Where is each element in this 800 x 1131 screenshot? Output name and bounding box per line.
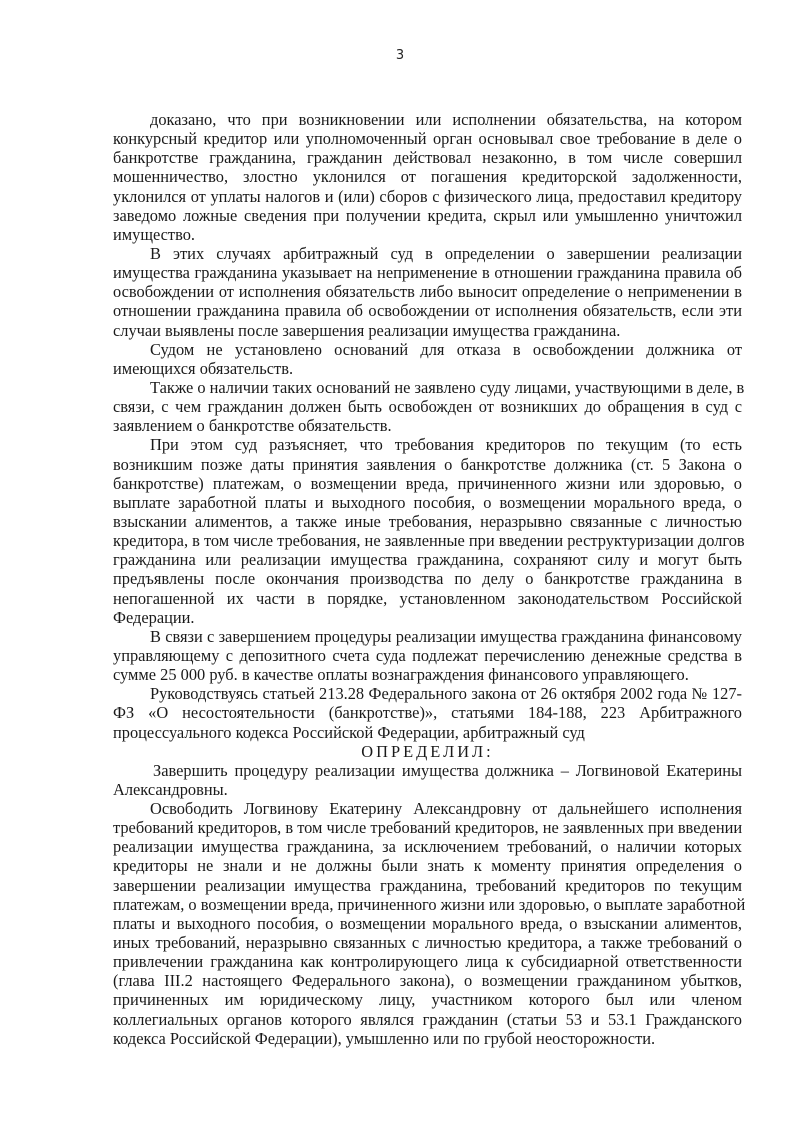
text-line: освобождении от исполнения обязательств либо выносит определение о неприменении в	[113, 282, 742, 302]
text-line: привлечении гражданина как контролирующего лица к субсидиарной ответственности	[113, 952, 742, 972]
text-line: сумме 25 000 руб. в качестве оплаты вознаграждения финансового управляющего.	[113, 665, 689, 685]
page-number: 3	[395, 48, 405, 63]
text-line: взыскании алиментов, а также иные требования, неразрывно связанные с личностью	[113, 511, 742, 531]
text-line: имеющихся обязательств.	[113, 358, 294, 378]
text-line: мошенничество, злостно уклонился от погашения кредиторской задолженности,	[113, 167, 742, 187]
text-line: завершении реализации имущества гражданина, требований кредиторов по текущим	[113, 875, 742, 895]
text-line: Судом не установлено оснований для отказа в освобождении должника от	[150, 339, 742, 359]
text-line: платежам, о возмещении вреда, причиненного жизни или здоровью, о выплате заработной	[113, 894, 746, 914]
text-line: иных требований, неразрывно связанных с личностью кредитора, а также требований о	[113, 933, 742, 953]
text-line: банкротстве гражданина, гражданин действовал незаконно, в том числе совершил	[113, 148, 742, 168]
text-line: связи, с чем гражданин должен быть освобожден от возникших до обращения в суд с	[113, 397, 742, 417]
text-line: (глава III.2 настоящего Федерального закона), о возмещении гражданином убытков,	[113, 971, 742, 991]
text-line: заведомо ложные сведения при получении кредита, скрыл или умышленно уничтожил	[113, 205, 742, 225]
text-line: процессуального кодекса Российской Федерации, арбитражный суд	[113, 722, 585, 742]
paragraph	[113, 110, 742, 244]
text-line: Также о наличии таких оснований не заявлено суду лицами, участвующими в деле, в	[150, 377, 745, 397]
text-line: коллегиальных органов которого являлся гражданин (статьи 53 и 53.1 Гражданского	[113, 1009, 742, 1029]
text-line: кодекса Российской Федерации), умышленно или по грубой неосторожности.	[113, 1028, 656, 1048]
text-line: отношении гражданина правила об освобождении от исполнения обязательств, если эти	[113, 301, 742, 321]
text-line: доказано, что при возникновении или исполнении обязательства, на котором	[150, 110, 742, 129]
text-line: кредиторы не знали и не должны были знать к моменту принятия определения о	[113, 856, 742, 876]
text-line: имущества гражданина указывает на неприменение в отношении гражданина правила об	[113, 263, 742, 283]
paragraph	[113, 627, 742, 684]
text-line: Александровны.	[113, 779, 228, 799]
text-line: ФЗ «О несостоятельности (банкротстве)», статьями 184-188, 223 Арбитражного	[113, 703, 742, 723]
paragraph	[113, 761, 742, 799]
document-body	[113, 110, 746, 1048]
text-line: требований кредиторов, в том числе требований кредиторов, не заявленных при введении	[113, 818, 743, 838]
paragraph	[113, 684, 742, 741]
paragraph	[113, 799, 746, 1048]
text-line: банкротстве) платежам, о возмещении вреда, причиненного жизни или здоровью, о	[113, 473, 742, 493]
text-line: случаи выявлены после завершения реализации имущества гражданина.	[113, 320, 621, 340]
paragraph	[113, 377, 745, 436]
text-line: конкурсный кредитор или уполномоченный орган основывал свое требование в деле о	[113, 129, 742, 149]
resolution-heading: ОПРЕДЕЛИЛ:	[361, 741, 494, 761]
text-line: возникшим позже даты принятия заявления о банкротстве должника (ст. 5 Закона о	[113, 454, 742, 474]
text-line: Освободить Логвинову Екатерину Александровну от дальнейшего исполнения	[150, 799, 742, 819]
text-line: Завершить процедуру реализации имущества должника – Логвиновой Екатерины	[153, 760, 742, 780]
text-line: При этом суд разъясняет, что требования кредиторов по текущим (то есть	[150, 435, 742, 455]
text-line: выплате заработной платы и выходного пособия, о возмещении морального вреда, о	[113, 492, 742, 512]
text-line: Руководствуясь статьей 213.28 Федерального закона от 26 октября 2002 года № 127-	[150, 684, 742, 704]
text-line: гражданина или реализации имущества гражданина, сохраняют силу и могут быть	[113, 550, 742, 570]
text-line: причиненных им юридическому лицу, участником которого был или членом	[113, 990, 742, 1010]
text-line: заявлением о банкротстве обязательств.	[113, 416, 392, 436]
text-line: Федерации.	[113, 607, 195, 627]
text-line: непогашенной их части в порядке, установленном законодательством Российской	[113, 588, 742, 608]
text-line: платы и выходного пособия, о возмещении морального вреда, о взыскании алиментов,	[113, 913, 742, 933]
text-line: В этих случаях арбитражный суд в определении о завершении реализации	[150, 243, 742, 263]
paragraph	[113, 435, 745, 627]
text-line: реализации имущества гражданина, за исключением требований, о наличии которых	[113, 837, 742, 857]
text-line: В связи с завершением процедуры реализации имущества гражданина финансовому	[150, 626, 742, 646]
text-line: кредитора, в том числе требования, не заявленные при введении реструктуризации долгов	[113, 531, 745, 551]
paragraph	[113, 244, 742, 340]
text-line: управляющему с депозитного счета суда подлежат перечислению денежные средства в	[113, 645, 742, 665]
paragraph	[113, 340, 742, 378]
text-line: имущество.	[113, 224, 196, 244]
text-line: уклонился от уплаты налогов и (или) сборов с физического лица, предоставил кредитору	[113, 186, 742, 206]
text-line: предъявлены после окончания производства по делу о банкротстве гражданина в	[113, 569, 742, 589]
